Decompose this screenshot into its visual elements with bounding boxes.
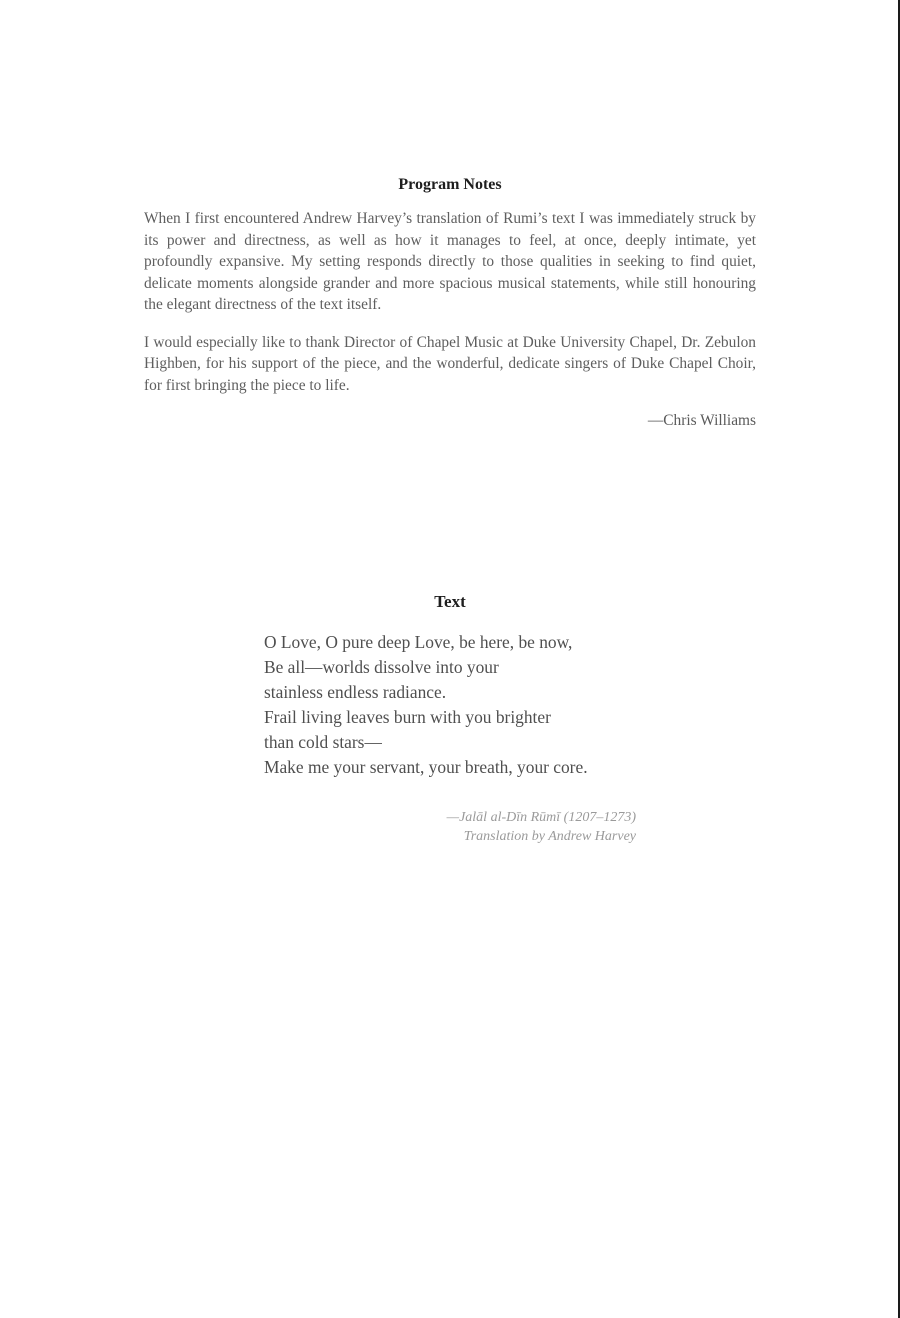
- attribution-author: —Jalāl al-Dīn Rūmī (1207–1273): [446, 810, 636, 825]
- attribution-translator: Translation by Andrew Harvey: [463, 829, 636, 844]
- poem-line: than cold stars—: [264, 732, 382, 752]
- poem-line: Be all—worlds dissolve into your: [264, 657, 499, 677]
- composer-signature: —Chris Williams: [647, 412, 756, 429]
- poem-attribution: [264, 808, 636, 846]
- program-notes-title: Program Notes: [398, 176, 502, 193]
- program-notes-paragraph: When I first encountered Andrew Harvey’s translation of Rumi’s text I was immediately struck by its power and directness, as well as how it manages to feel, at once, deeply intimate, yet profoundly expansive. My setting responds directly to those qualities in seeking to find quiet, delicate moments alongside grander and more spacious musical statements, while still honouring the elegant directness of the text itself.: [144, 210, 756, 313]
- poem-line: O Love, O pure deep Love, be here, be now,: [264, 632, 573, 652]
- program-notes-paragraph: I would especially like to thank Director of Chapel Music at Duke University Chapel, Dr. Zebulon Highben, for his support of the piece, and the wonderful, dedicate singers of Duke Chapel Choir, for first bringing the piece to life.: [144, 333, 756, 394]
- text-section: [264, 592, 636, 846]
- poem-line: stainless endless radiance.: [264, 682, 447, 702]
- text-title: Text: [434, 592, 466, 611]
- poem-line: Frail living leaves burn with you brighter: [264, 707, 551, 727]
- program-notes-section: [144, 176, 756, 430]
- poem-line: Make me your servant, your breath, your core.: [264, 757, 588, 777]
